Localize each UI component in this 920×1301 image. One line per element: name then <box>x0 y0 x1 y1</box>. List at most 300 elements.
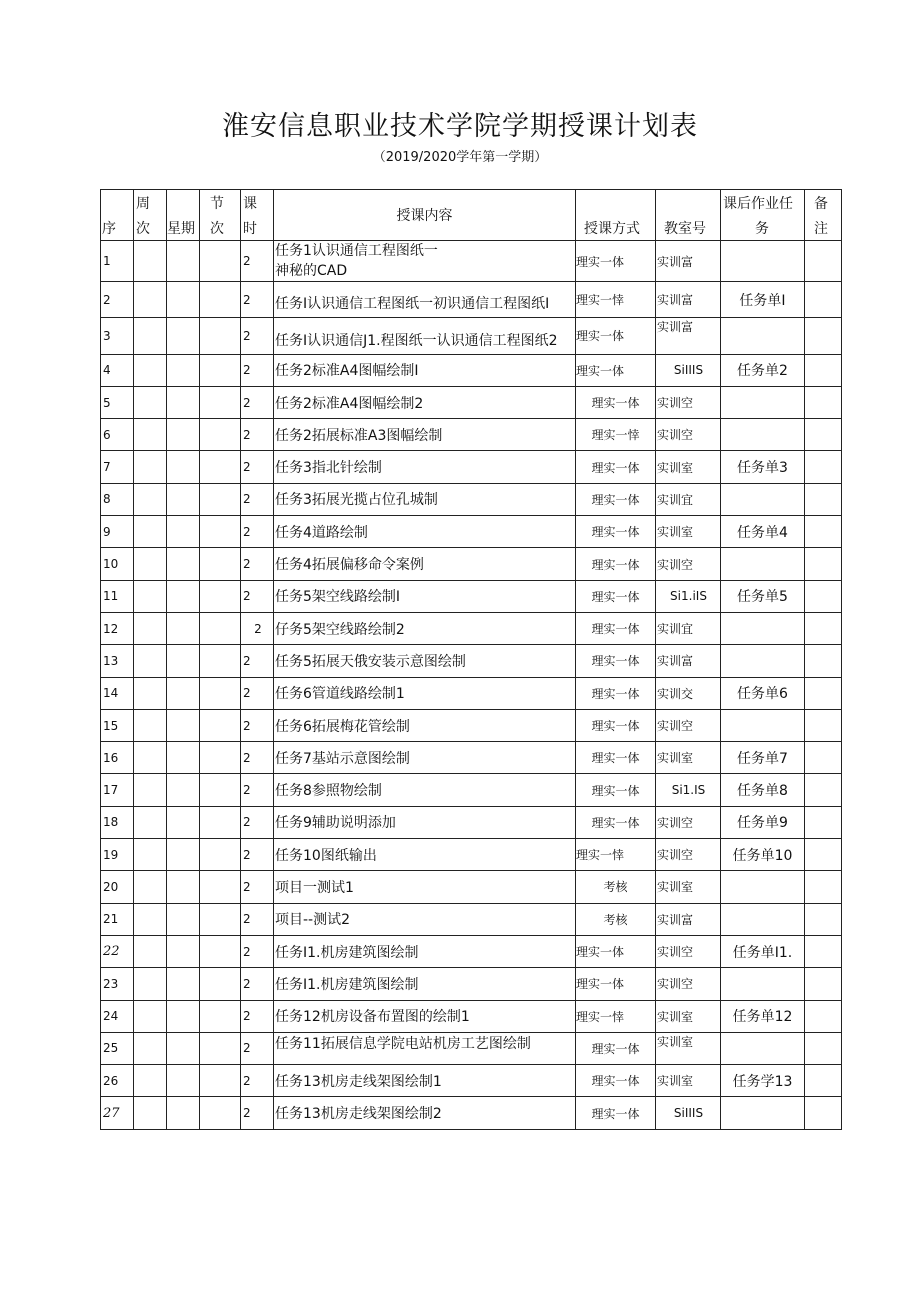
section-cell <box>200 612 241 644</box>
content-line-1: 任务1认识通信工程图纸一 <box>275 243 438 259</box>
section-cell <box>200 354 241 386</box>
table-row <box>101 742 842 774</box>
section-cell <box>200 1032 241 1064</box>
homework-cell <box>721 483 805 515</box>
header-homework <box>721 190 805 241</box>
week-cell <box>134 806 167 838</box>
seq-cell: 1 <box>101 241 134 282</box>
teaching-plan-table <box>100 189 842 1130</box>
room-cell: 实训空 <box>656 419 721 451</box>
hours-cell: 2 <box>241 1065 274 1097</box>
seq-cell: 26 <box>101 1065 134 1097</box>
hours-cell: 2 <box>241 419 274 451</box>
remark-cell <box>805 612 842 644</box>
remark-cell <box>805 709 842 741</box>
section-cell <box>200 742 241 774</box>
weekday-cell <box>167 386 200 418</box>
homework-cell <box>721 968 805 1000</box>
remark-cell <box>805 1065 842 1097</box>
seq-cell: 5 <box>101 386 134 418</box>
table-row <box>101 580 842 612</box>
hours-cell: 2 <box>241 318 274 354</box>
seq-cell: 18 <box>101 806 134 838</box>
weekday-cell <box>167 806 200 838</box>
hours-cell: 2 <box>241 935 274 967</box>
week-cell <box>134 612 167 644</box>
table-row <box>101 968 842 1000</box>
seq-cell: 11 <box>101 580 134 612</box>
header-content-label: 授课内容 <box>396 208 453 224</box>
content-cell: 任务5拓展天俄安装示意图绘制 <box>274 645 576 677</box>
seq-cell: 17 <box>101 774 134 806</box>
content-cell: 项目--测试2 <box>274 903 576 935</box>
content-cell: 任务I1.机房建筑图绘制 <box>274 935 576 967</box>
header-week-bottom: 次 <box>136 221 150 237</box>
table-row <box>101 839 842 871</box>
remark-cell <box>805 935 842 967</box>
weekday-cell <box>167 968 200 1000</box>
room-cell: 实训空 <box>656 386 721 418</box>
header-remark-bottom: 注 <box>814 221 828 237</box>
method-cell: 理实一体 <box>576 386 656 418</box>
table-row <box>101 516 842 548</box>
method-cell: 理实一悻 <box>576 282 656 318</box>
homework-cell <box>721 871 805 903</box>
method-cell: 理实一体 <box>576 1065 656 1097</box>
week-cell <box>134 516 167 548</box>
weekday-cell <box>167 483 200 515</box>
hours-cell: 2 <box>241 709 274 741</box>
remark-cell <box>805 742 842 774</box>
hours-cell: 2 <box>241 354 274 386</box>
room-cell: 实训室 <box>656 516 721 548</box>
method-cell: 理实一体 <box>576 968 656 1000</box>
header-seq <box>101 190 134 241</box>
section-cell <box>200 548 241 580</box>
table-row <box>101 386 842 418</box>
homework-cell <box>721 709 805 741</box>
seq-cell: 8 <box>101 483 134 515</box>
hours-cell: 2 <box>241 806 274 838</box>
homework-cell: 任务单5 <box>721 580 805 612</box>
week-cell <box>134 677 167 709</box>
table-row <box>101 871 842 903</box>
week-cell <box>134 871 167 903</box>
homework-cell <box>721 386 805 418</box>
week-cell <box>134 903 167 935</box>
table-row <box>101 612 842 644</box>
section-cell <box>200 318 241 354</box>
header-week-top: 周 <box>136 196 150 212</box>
homework-cell: 任务单I1. <box>721 935 805 967</box>
room-cell: 实训空 <box>656 968 721 1000</box>
content-cell: 任务13机房走线架图绘制2 <box>274 1097 576 1129</box>
seq-cell: 25 <box>101 1032 134 1064</box>
room-cell: 实训富 <box>656 903 721 935</box>
section-cell <box>200 935 241 967</box>
room-cell: 实训宜 <box>656 612 721 644</box>
weekday-cell <box>167 241 200 282</box>
section-cell <box>200 968 241 1000</box>
table-row <box>101 1000 842 1032</box>
content-cell: 仔务5架空线路绘制2 <box>274 612 576 644</box>
section-cell <box>200 871 241 903</box>
weekday-cell <box>167 903 200 935</box>
seq-cell: 13 <box>101 645 134 677</box>
week-cell <box>134 1032 167 1064</box>
hours-cell: 2 <box>241 871 274 903</box>
weekday-cell <box>167 282 200 318</box>
table-row <box>101 282 842 318</box>
section-cell <box>200 839 241 871</box>
hours-cell: 2 <box>241 580 274 612</box>
seq-cell: 19 <box>101 839 134 871</box>
room-cell: SiIIIS <box>656 1097 721 1129</box>
remark-cell <box>805 419 842 451</box>
method-cell: 理实一体 <box>576 483 656 515</box>
remark-cell <box>805 806 842 838</box>
week-cell <box>134 935 167 967</box>
hours-cell: 2 <box>241 774 274 806</box>
remark-cell <box>805 516 842 548</box>
method-cell: 理实一体 <box>576 354 656 386</box>
hours-cell: 2 <box>241 548 274 580</box>
method-cell: 理实一悻 <box>576 1000 656 1032</box>
week-cell <box>134 451 167 483</box>
homework-cell: 任务单I <box>721 282 805 318</box>
room-cell: 实训富 <box>656 282 721 318</box>
weekday-cell <box>167 354 200 386</box>
method-cell: 理实一体 <box>576 241 656 282</box>
seq-cell: 22 <box>101 935 134 967</box>
room-cell: Si1.IS <box>656 774 721 806</box>
table-row <box>101 1065 842 1097</box>
header-room-label: 教室号 <box>664 221 706 237</box>
content-cell: 任务I认识通信工程图纸一初识通信工程图纸I <box>274 282 576 318</box>
remark-cell <box>805 1097 842 1129</box>
homework-cell: 任务单7 <box>721 742 805 774</box>
remark-cell <box>805 903 842 935</box>
content-cell: 任务2拓展标准A3图幅绘制 <box>274 419 576 451</box>
header-seq-label: 序 <box>102 221 116 237</box>
table-row <box>101 1097 842 1129</box>
section-cell <box>200 386 241 418</box>
table-row <box>101 483 842 515</box>
weekday-cell <box>167 1097 200 1129</box>
hours-cell: 2 <box>241 839 274 871</box>
table-row <box>101 645 842 677</box>
seq-cell: 7 <box>101 451 134 483</box>
method-cell: 理实一体 <box>576 677 656 709</box>
content-cell: 任务3拓展光揽占位孔城制 <box>274 483 576 515</box>
content-line-2: 神秘的CAD <box>275 263 348 279</box>
week-cell <box>134 386 167 418</box>
weekday-cell <box>167 709 200 741</box>
section-cell <box>200 677 241 709</box>
method-cell: 理实一体 <box>576 318 656 354</box>
content-cell: 任务3指北针绘制 <box>274 451 576 483</box>
hours-cell: 2 <box>241 241 274 282</box>
room-cell: 实训交 <box>656 677 721 709</box>
table-row <box>101 935 842 967</box>
room-cell: 实训空 <box>656 548 721 580</box>
table-row <box>101 709 842 741</box>
section-cell <box>200 419 241 451</box>
weekday-cell <box>167 645 200 677</box>
table-row <box>101 548 842 580</box>
content-cell: 任务6拓展梅花管绘制 <box>274 709 576 741</box>
room-cell: 实训空 <box>656 839 721 871</box>
remark-cell <box>805 871 842 903</box>
week-cell <box>134 742 167 774</box>
table-row <box>101 241 842 282</box>
method-cell: 理实一体 <box>576 709 656 741</box>
content-cell: 任务11拓展信息学院电站机房工艺图绘制 <box>274 1032 576 1064</box>
hours-cell: 2 <box>241 1000 274 1032</box>
weekday-cell <box>167 742 200 774</box>
hours-cell: 2 <box>241 968 274 1000</box>
week-cell <box>134 968 167 1000</box>
remark-cell <box>805 451 842 483</box>
method-cell: 理实一体 <box>576 516 656 548</box>
remark-cell <box>805 354 842 386</box>
remark-cell <box>805 968 842 1000</box>
room-cell: 实训室 <box>656 871 721 903</box>
weekday-cell <box>167 1032 200 1064</box>
header-weekday <box>167 190 200 241</box>
section-cell <box>200 516 241 548</box>
room-cell: 实训室 <box>656 1000 721 1032</box>
week-cell <box>134 1097 167 1129</box>
seq-cell: 23 <box>101 968 134 1000</box>
seq-cell: 12 <box>101 612 134 644</box>
section-cell <box>200 806 241 838</box>
content-cell: 任务I认识通信J1.程图纸一认识通信工程图纸2 <box>274 318 576 354</box>
seq-cell: 27 <box>101 1097 134 1129</box>
weekday-cell <box>167 774 200 806</box>
room-cell: 实训室 <box>656 1065 721 1097</box>
remark-cell <box>805 580 842 612</box>
method-cell: 考核 <box>576 903 656 935</box>
table-row <box>101 419 842 451</box>
method-cell: 考核 <box>576 871 656 903</box>
content-cell: 任务8参照物绘制 <box>274 774 576 806</box>
seq-cell: 10 <box>101 548 134 580</box>
room-cell: 实训室 <box>656 1032 721 1064</box>
homework-cell <box>721 318 805 354</box>
week-cell <box>134 709 167 741</box>
header-method <box>576 190 656 241</box>
method-cell: 理实一体 <box>576 935 656 967</box>
table-row <box>101 774 842 806</box>
room-cell: 实训空 <box>656 935 721 967</box>
header-room <box>656 190 721 241</box>
room-cell: 实训富 <box>656 645 721 677</box>
table-row <box>101 903 842 935</box>
content-cell: 任务10图纸输出 <box>274 839 576 871</box>
remark-cell <box>805 774 842 806</box>
remark-cell <box>805 1032 842 1064</box>
homework-cell <box>721 1032 805 1064</box>
weekday-cell <box>167 580 200 612</box>
content-cell: 任务7基站示意图绘制 <box>274 742 576 774</box>
remark-cell <box>805 548 842 580</box>
room-cell: 实训室 <box>656 742 721 774</box>
content-cell: 任务4道路绘制 <box>274 516 576 548</box>
week-cell <box>134 1000 167 1032</box>
week-cell <box>134 1065 167 1097</box>
content-cell: 任务4拓展偏移命令案例 <box>274 548 576 580</box>
header-section-top: 节 <box>210 196 224 212</box>
week-cell <box>134 548 167 580</box>
room-cell: 实训空 <box>656 806 721 838</box>
hours-cell: 2 <box>241 1032 274 1064</box>
header-remark-top: 备 <box>814 196 828 212</box>
homework-cell <box>721 612 805 644</box>
table-row <box>101 1032 842 1064</box>
content-cell: 任务12机房设备布置图的绘制1 <box>274 1000 576 1032</box>
table-row <box>101 318 842 354</box>
week-cell <box>134 839 167 871</box>
remark-cell <box>805 645 842 677</box>
weekday-cell <box>167 419 200 451</box>
homework-cell: 任务单4 <box>721 516 805 548</box>
content-cell: 任务2标准A4图幅绘制2 <box>274 386 576 418</box>
document-subtitle: （2019/2020学年第一学期） <box>372 150 548 165</box>
remark-cell <box>805 282 842 318</box>
weekday-cell <box>167 839 200 871</box>
homework-cell <box>721 419 805 451</box>
hours-cell: 2 <box>241 677 274 709</box>
room-cell: SiIIIS <box>656 354 721 386</box>
remark-cell <box>805 839 842 871</box>
week-cell <box>134 354 167 386</box>
seq-cell: 24 <box>101 1000 134 1032</box>
room-cell: 实训室 <box>656 451 721 483</box>
remark-cell <box>805 677 842 709</box>
hours-cell: 2 <box>241 612 274 644</box>
remark-cell <box>805 483 842 515</box>
method-cell: 理实一体 <box>576 612 656 644</box>
hours-cell: 2 <box>241 516 274 548</box>
seq-cell: 2 <box>101 282 134 318</box>
method-cell: 理实一体 <box>576 451 656 483</box>
seq-cell: 14 <box>101 677 134 709</box>
section-cell <box>200 774 241 806</box>
homework-cell <box>721 1097 805 1129</box>
header-remark <box>805 190 842 241</box>
section-cell <box>200 903 241 935</box>
content-cell: 任务6管道线路绘制1 <box>274 677 576 709</box>
weekday-cell <box>167 612 200 644</box>
header-hours-top: 课 <box>243 196 257 212</box>
weekday-cell <box>167 677 200 709</box>
hours-cell: 2 <box>241 903 274 935</box>
room-cell: 实训空 <box>656 709 721 741</box>
homework-cell: 任务单6 <box>721 677 805 709</box>
content-cell: 任务I1.机房建筑图绘制 <box>274 968 576 1000</box>
hours-cell: 2 <box>241 451 274 483</box>
method-cell: 理实一体 <box>576 548 656 580</box>
method-cell: 理实一体 <box>576 1032 656 1064</box>
section-cell <box>200 1065 241 1097</box>
week-cell <box>134 774 167 806</box>
section-cell <box>200 483 241 515</box>
section-cell <box>200 1097 241 1129</box>
room-cell: 实训富 <box>656 318 721 354</box>
method-cell: 理实一体 <box>576 806 656 838</box>
hours-cell: 2 <box>241 1097 274 1129</box>
remark-cell <box>805 1000 842 1032</box>
homework-cell: 任务单8 <box>721 774 805 806</box>
content-cell: 任务2标准A4图幅绘制I <box>274 354 576 386</box>
remark-cell <box>805 318 842 354</box>
hours-cell: 2 <box>241 742 274 774</box>
section-cell <box>200 451 241 483</box>
remark-cell <box>805 386 842 418</box>
header-section-bottom: 次 <box>210 221 224 237</box>
week-cell <box>134 282 167 318</box>
section-cell <box>200 645 241 677</box>
hours-cell: 2 <box>241 645 274 677</box>
week-cell <box>134 483 167 515</box>
homework-cell: 任务单12 <box>721 1000 805 1032</box>
header-method-label: 授课方式 <box>584 221 640 237</box>
hours-cell: 2 <box>241 483 274 515</box>
method-cell: 理实一体 <box>576 1097 656 1129</box>
table-row <box>101 354 842 386</box>
seq-cell: 9 <box>101 516 134 548</box>
method-cell: 理实一悻 <box>576 839 656 871</box>
header-row <box>101 190 842 241</box>
table-row <box>101 806 842 838</box>
header-content <box>274 190 576 241</box>
seq-cell: 15 <box>101 709 134 741</box>
header-homework-bottom: 务 <box>755 221 769 237</box>
section-cell <box>200 282 241 318</box>
remark-cell <box>805 241 842 282</box>
content-cell: 项目一测试1 <box>274 871 576 903</box>
seq-cell: 3 <box>101 318 134 354</box>
homework-cell: 任务学13 <box>721 1065 805 1097</box>
header-weekday-label: 星期 <box>167 221 195 237</box>
weekday-cell <box>167 871 200 903</box>
table-row <box>101 451 842 483</box>
homework-cell: 任务单3 <box>721 451 805 483</box>
week-cell <box>134 580 167 612</box>
method-cell: 理实一悻 <box>576 419 656 451</box>
weekday-cell <box>167 548 200 580</box>
homework-cell <box>721 645 805 677</box>
homework-cell <box>721 903 805 935</box>
seq-cell: 16 <box>101 742 134 774</box>
week-cell <box>134 419 167 451</box>
homework-cell <box>721 241 805 282</box>
hours-cell: 2 <box>241 386 274 418</box>
weekday-cell <box>167 451 200 483</box>
content-cell: 任务5架空线路绘制I <box>274 580 576 612</box>
room-cell: 实训富 <box>656 241 721 282</box>
section-cell <box>200 709 241 741</box>
homework-cell: 任务单2 <box>721 354 805 386</box>
week-cell <box>134 241 167 282</box>
weekday-cell <box>167 1065 200 1097</box>
weekday-cell <box>167 1000 200 1032</box>
hours-cell: 2 <box>241 282 274 318</box>
seq-cell: 21 <box>101 903 134 935</box>
weekday-cell <box>167 516 200 548</box>
homework-cell: 任务单10 <box>721 839 805 871</box>
